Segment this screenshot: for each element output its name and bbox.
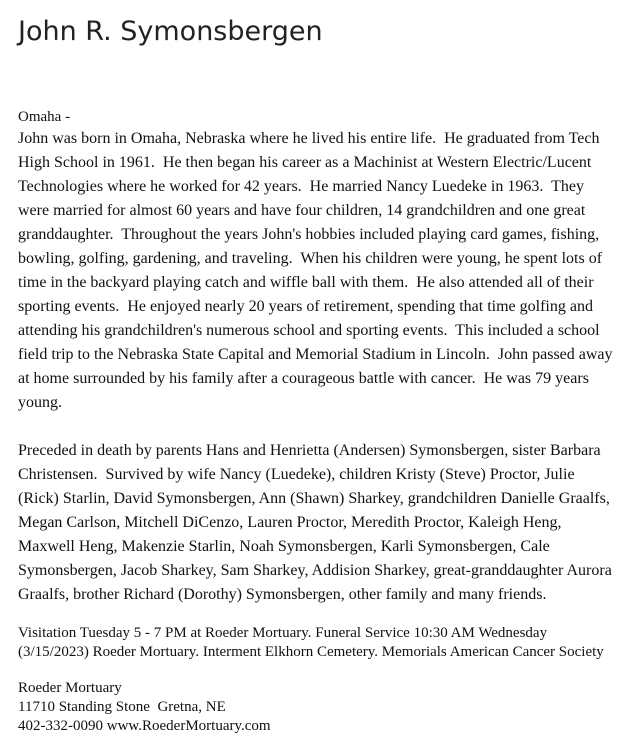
biography-text: John was born in Omaha, Nebraska where he lived his entire life. He graduated from Tech High School in 1961. He then began his career as a Machinist at Western Electric/Lucent Technologies where he worked for 42 years. He married Nancy Luedeke in 1963. They were married for almost 60 years and have four children, 14 grandchildren and one great granddaughter. Throughout the years John's hobbies included playing card games, fishing, bowling, golfing, gardening, and traveling. When his children were young, he spent lots of time in the backyard playing catch and wiffle ball with them. He also attended all of their sporting events. He enjoyed nearly 20 years of retirement, spending that time golfing and attending his grandchildren's numerous school and sporting events. This included a school field trip to the Nebraska State Capital and Memorial Stadium in Lincoln. John passed away at home surrounded by his family after a courageous battle with cancer. He was 79 years young. xyxy=(18,130,617,411)
paragraph-spacer xyxy=(18,415,618,439)
family-text: Preceded in death by parents Hans and Henrietta (Andersen) Symonsbergen, sister Barbara Christensen. Survived by wife Nancy (Luedeke), children Kristy (Steve) Proctor, Julie (Rick) Starlin, David Symonsbergen, Ann (Shawn) Sharkey, grandchildren Danielle Graalfs, Megan Carlson, Mitchell DiCenzo, Lauren Proctor, Meredith Proctor, Kaleigh Heng, Maxwell Heng, Makenzie Starlin, Noah Symonsbergen, Karli Symonsbergen, Cale Symonsbergen, Jacob Sharkey, Sam Sharkey, Addision Sharkey, great-granddaughter Aurora Graalfs, brother Richard (Dorothy) Symonsbergen, other family and many friends. xyxy=(18,442,616,603)
mortuary-phone: 402-332-0090 xyxy=(18,718,103,734)
paragraph-spacer xyxy=(18,607,618,624)
page-title: John R. Symonsbergen xyxy=(18,16,323,47)
mortuary-address xyxy=(18,698,618,717)
mortuary-website-link[interactable]: www.RoederMortuary.com xyxy=(106,718,271,734)
services-text: Visitation Tuesday 5 - 7 PM at Roeder Mortuary. Funeral Service 10:30 AM Wednesday (3/15/2023) Roeder Mortuary. Interment Elkhorn Cemetery. Memorials American Cancer Society xyxy=(18,625,604,660)
mortuary-contact xyxy=(18,679,618,736)
mortuary-phone-website xyxy=(18,717,618,736)
biography-paragraph xyxy=(18,127,618,415)
mortuary-name: Roeder Mortuary xyxy=(18,680,122,696)
location-line: Omaha - xyxy=(18,109,71,125)
mortuary-address-text: 11710 Standing Stone Gretna, NE xyxy=(18,699,226,715)
obituary-body xyxy=(18,107,618,736)
services-paragraph xyxy=(18,624,618,662)
family-paragraph xyxy=(18,439,618,607)
paragraph-spacer xyxy=(18,662,618,679)
